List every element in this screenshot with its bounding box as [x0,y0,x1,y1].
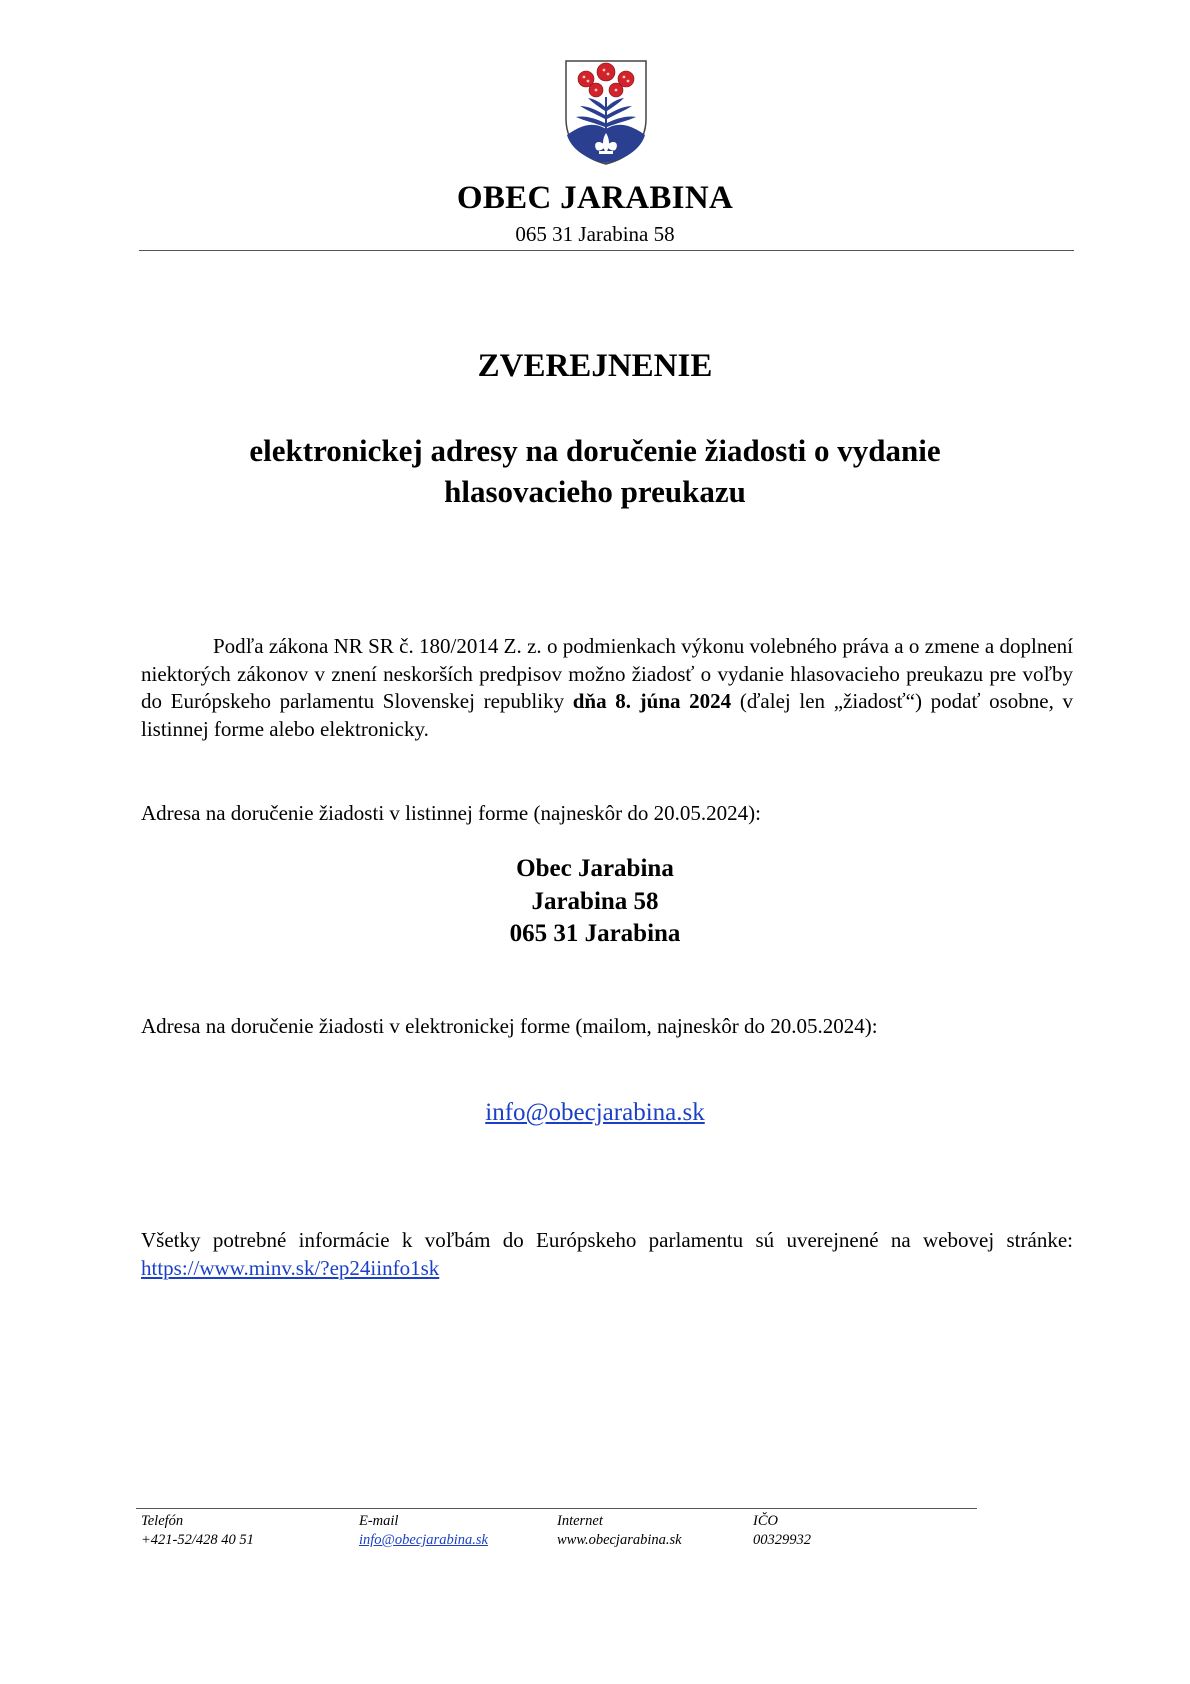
footer-email [359,1512,488,1550]
subtitle-line-2: hlasovacieho preukazu [444,474,746,509]
intro-text-end: (ďalej len „žiadosť“) podať osobne, v listinnej forme alebo elektronicky. [141,689,1073,741]
minv-link[interactable]: https://www.minv.sk/?ep24iinfo1sk [141,1255,440,1280]
footer-web [557,1512,682,1550]
intro-date: dňa 8. júna 2024 [572,689,732,713]
postal-line-3: 065 31 Jarabina [509,920,681,947]
postal-line-1: Obec Jarabina [516,855,674,882]
footer-web-label: Internet [557,1513,603,1529]
paper-address-label: Adresa na doručenie žiadosti v listinnej forme (najneskôr do 20.05.2024): [141,801,761,825]
closing-text: Všetky potrebné informácie k voľbám do Európskeho parlamentu sú uverejnené na webovej stránke: [141,1228,1073,1252]
document-title: ZVEREJNENIE [477,348,713,384]
closing-paragraph [141,1227,1073,1282]
document-subtitle [0,430,1190,512]
footer-phone-label: Telefón [141,1513,184,1529]
footer-phone-value: +421-52/428 40 51 [141,1532,254,1548]
intro-text: Podľa zákona NR SR č. 180/2014 Z. z. o podmienkach výkonu volebného práva a o zmene a doplnení niektorých zákonov v znení neskorších predpisov možno žiadosť o vydanie hlasovacieho preukazu pre voľby do Európskeho parlamentu Slovenskej republiky [141,634,1073,713]
footer-phone [141,1512,254,1550]
org-name: OBEC JARABINA [456,180,734,216]
footer-email-label: E-mail [359,1513,399,1529]
header-divider [139,250,1074,251]
footer-ico-value: 00329932 [753,1532,811,1548]
footer-email-link[interactable]: info@obecjarabina.sk [359,1532,488,1548]
postal-address [0,853,1190,951]
intro-paragraph [141,633,1073,743]
coat-of-arms-icon [561,57,651,167]
postal-line-2: Jarabina 58 [531,887,659,915]
org-address: 065 31 Jarabina 58 [515,222,675,246]
footer-divider [136,1508,977,1509]
footer-ico [753,1512,811,1550]
footer-ico-label: IČO [753,1513,778,1529]
email-link[interactable]: info@obecjarabina.sk [485,1099,705,1126]
email-address-label: Adresa na doručenie žiadosti v elektronickej forme (mailom, najneskôr do 20.05.2024): [141,1014,878,1038]
subtitle-line-1: elektronickej adresy na doručenie žiadosti o vydanie [249,433,941,468]
footer-web-value: www.obecjarabina.sk [557,1532,682,1548]
